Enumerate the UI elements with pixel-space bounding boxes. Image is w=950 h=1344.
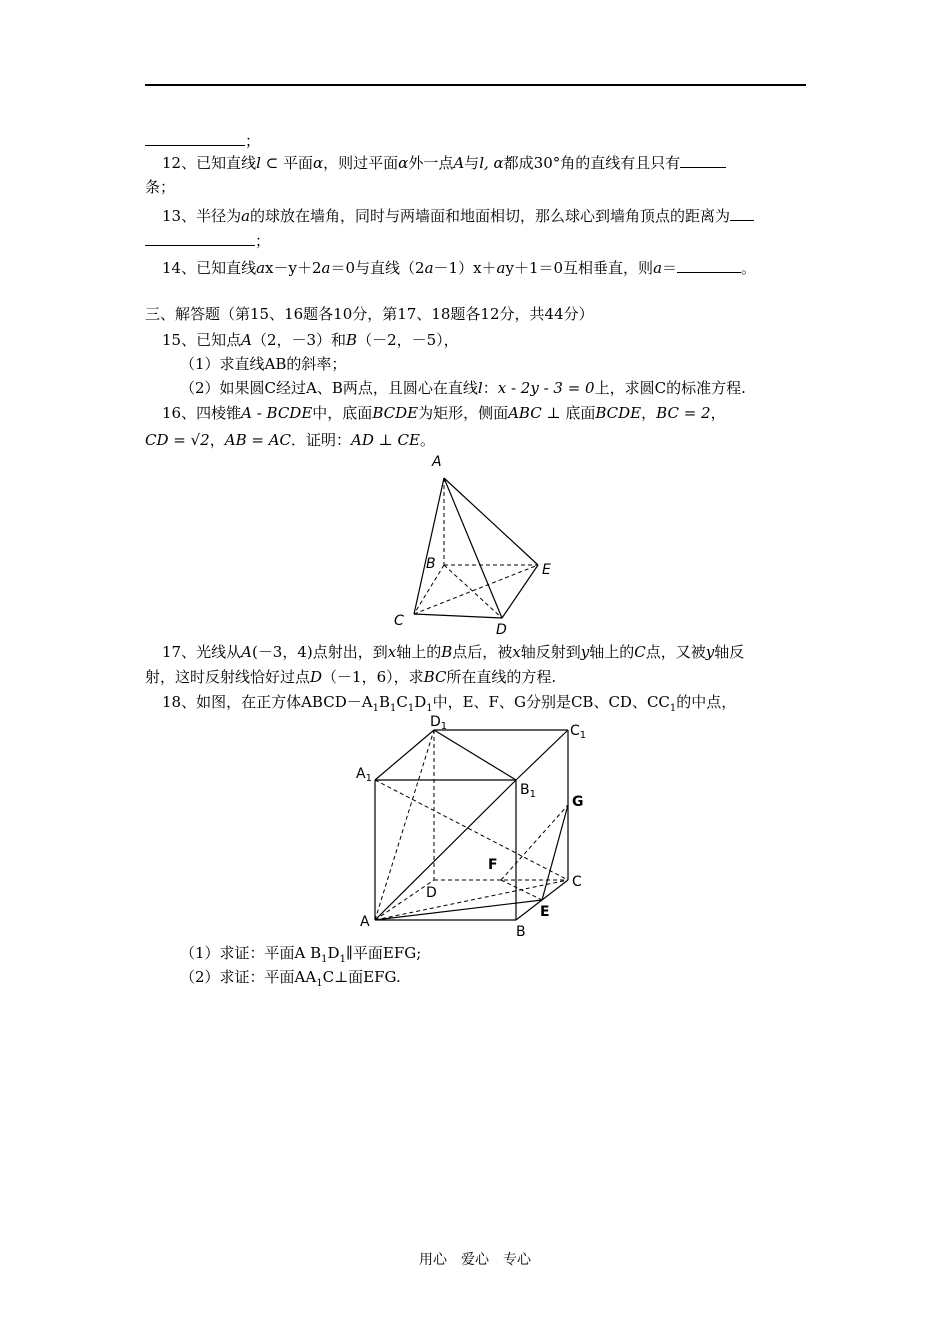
q17-BC: BC bbox=[423, 668, 447, 686]
q16-t9: 。 bbox=[419, 431, 435, 449]
q16-t6: ， bbox=[710, 404, 726, 422]
q15-p2l: l bbox=[477, 379, 483, 397]
edge-BC-hidden bbox=[414, 565, 444, 614]
label-B: B bbox=[516, 924, 526, 940]
q18-t4: D bbox=[414, 693, 427, 711]
q16-t4: ⊥ 底面 bbox=[541, 404, 596, 422]
q18-sub: 1 bbox=[321, 954, 328, 965]
q17-t7: 点，又被 bbox=[645, 643, 706, 661]
q15-p2eq: x - 2y - 3 = 0 bbox=[497, 379, 595, 397]
q12-suffix: 都成30°角的直线有且只有 bbox=[503, 154, 681, 172]
q17-t8: 轴反 bbox=[714, 643, 745, 661]
q14-a: a bbox=[256, 259, 266, 277]
pyramid-figure bbox=[380, 450, 570, 640]
q18-p2b: C⊥面EFG. bbox=[322, 968, 401, 986]
label-C1: $C_1$ bbox=[570, 723, 587, 741]
q12-l: l bbox=[256, 154, 261, 172]
q16-bc: BC = 2 bbox=[656, 404, 711, 422]
q16-t2: 中，底面 bbox=[312, 404, 373, 422]
q13-a: a bbox=[241, 207, 251, 225]
q14-t6: ＝ bbox=[662, 259, 678, 277]
page-footer: 用心 爱心 专心 bbox=[419, 1252, 531, 1268]
question-17 bbox=[162, 642, 744, 662]
q18-t2: B bbox=[378, 693, 390, 711]
question-16-line-2 bbox=[145, 430, 435, 450]
q17-t1: 17、光线从 bbox=[162, 643, 242, 661]
question-16 bbox=[162, 403, 726, 423]
q18-p1b: D bbox=[327, 944, 340, 962]
q15-t2: （2，－3）和 bbox=[251, 331, 347, 349]
label-E: E bbox=[542, 562, 551, 578]
q17-x2: x bbox=[512, 643, 521, 661]
q16-base2: BCDE bbox=[595, 404, 642, 422]
q13-text: 13、半径为 bbox=[162, 207, 242, 225]
q17-C: C bbox=[634, 643, 646, 661]
q17-t6: 轴上的 bbox=[589, 643, 635, 661]
q14-a: a bbox=[321, 259, 331, 277]
q15-t3: （－2，－5）， bbox=[357, 331, 459, 349]
edge-AC bbox=[414, 478, 444, 614]
question-12-tail bbox=[145, 177, 175, 197]
q18-sub: 1 bbox=[316, 978, 323, 989]
label-C: C bbox=[394, 613, 404, 629]
q12-la: l, α bbox=[479, 154, 504, 172]
q16-t8: ．证明： bbox=[291, 431, 352, 449]
q12-sub: ⊂ 平面 bbox=[260, 154, 314, 172]
label-F: F bbox=[488, 857, 498, 873]
question-18-part-2 bbox=[180, 967, 401, 994]
answer-blank bbox=[145, 131, 245, 146]
q17-l2a: 射，这时反射线恰好过点 bbox=[145, 668, 311, 686]
q18-t6: 的中点， bbox=[676, 693, 737, 711]
q18-sub: 1 bbox=[426, 703, 433, 714]
q17-y2: y bbox=[705, 643, 715, 661]
edge-CE-hidden bbox=[414, 565, 538, 614]
question-13 bbox=[162, 206, 754, 226]
q16-t7: ， bbox=[209, 431, 225, 449]
q16-base: BCDE bbox=[372, 404, 419, 422]
q14-t5: y＋1＝0互相垂直，则 bbox=[505, 259, 654, 277]
q12-alpha2: α bbox=[398, 154, 409, 172]
q13-tail: ； bbox=[255, 232, 271, 250]
q14-a: a bbox=[424, 259, 434, 277]
q16-t1: 16、四棱锥 bbox=[162, 404, 242, 422]
answer-blank bbox=[680, 153, 726, 168]
q16-t5: ， bbox=[641, 404, 657, 422]
q14-a: a bbox=[653, 259, 663, 277]
segment-FE-hidden bbox=[501, 880, 542, 900]
question-15 bbox=[162, 330, 459, 350]
cube-figure bbox=[350, 712, 600, 942]
edge-AE bbox=[444, 478, 538, 565]
q11-tail: ； bbox=[245, 132, 261, 150]
q14-t4: －1）x＋ bbox=[433, 259, 497, 277]
edge-DE bbox=[502, 565, 538, 618]
q17-A: A bbox=[241, 643, 252, 661]
q14-a: a bbox=[496, 259, 506, 277]
label-B1: $B_1$ bbox=[520, 782, 536, 800]
q12-alpha: α bbox=[313, 154, 324, 172]
label-G: G bbox=[572, 794, 584, 810]
q11-tail-line bbox=[145, 131, 260, 151]
label-A: A bbox=[360, 914, 370, 930]
q18-sub: 1 bbox=[407, 703, 415, 714]
q15-B: B bbox=[346, 331, 358, 349]
label-D1: $D_1$ bbox=[430, 714, 448, 732]
q15-t1: 15、已知点 bbox=[162, 331, 242, 349]
q16-t3: 为矩形，侧面 bbox=[418, 404, 509, 422]
segment-A1C-hidden bbox=[375, 780, 568, 880]
question-12 bbox=[162, 153, 726, 173]
section-3-text: 三、解答题（第15、16题各10分，第17、18题各12分，共44分） bbox=[145, 305, 594, 323]
q14-t3: ＝0与直线（2 bbox=[330, 259, 425, 277]
q18-t3: C bbox=[396, 693, 408, 711]
q17-B: B bbox=[441, 643, 453, 661]
question-15-part-2 bbox=[180, 378, 746, 398]
q14-t2: x－y＋2 bbox=[265, 259, 322, 277]
q15-p1: （1）求直线AB的斜率； bbox=[180, 355, 347, 373]
q17-D: D bbox=[310, 668, 323, 686]
q13-text2: 的球放在墙角，同时与两墙面和地面相切，那么球心到墙角顶点的距离为 bbox=[250, 207, 731, 225]
answer-blank bbox=[730, 206, 754, 221]
label-D: D bbox=[496, 622, 507, 638]
q18-p2a: （2）求证：平面AA bbox=[180, 968, 317, 986]
q18-p1a: （1）求证：平面A B bbox=[180, 944, 322, 962]
question-14 bbox=[162, 258, 756, 278]
edge-D1B1 bbox=[434, 730, 516, 780]
q16-pyr: A - BCDE bbox=[241, 404, 313, 422]
q17-x1: x bbox=[387, 643, 397, 661]
label-C: C bbox=[572, 874, 582, 890]
header-rule bbox=[145, 84, 806, 86]
segment-EG bbox=[542, 805, 568, 900]
label-E: E bbox=[540, 904, 550, 920]
answer-blank bbox=[145, 231, 255, 246]
question-18-part-1 bbox=[180, 943, 421, 970]
q17-t4: 点后，被 bbox=[452, 643, 513, 661]
q18-sub: 1 bbox=[669, 703, 677, 714]
edge-A1D1 bbox=[375, 730, 434, 780]
q17-y1: y bbox=[580, 643, 590, 661]
q18-p1c: ∥平面EFG; bbox=[345, 944, 422, 962]
label-A1: $A_1$ bbox=[356, 766, 372, 784]
label-A: A bbox=[432, 454, 442, 470]
q18-t5: 中，E、F、G分别是CB、CD、CC bbox=[432, 693, 670, 711]
q12-text: 12、已知直线 bbox=[162, 154, 257, 172]
q18-sub: 1 bbox=[389, 703, 397, 714]
q12-mid: ，则过平面 bbox=[323, 154, 399, 172]
q16-abc: ABC bbox=[508, 404, 542, 422]
q12-tail: 条； bbox=[145, 178, 176, 196]
edge-AD bbox=[444, 478, 502, 618]
edge-AB1 bbox=[375, 780, 516, 920]
q12-mid3: 与 bbox=[464, 154, 480, 172]
q17-t5: 轴反射到 bbox=[520, 643, 581, 661]
q12-A: A bbox=[453, 154, 465, 172]
question-13-tail bbox=[145, 231, 270, 251]
q12-mid2: 外一点 bbox=[408, 154, 454, 172]
question-17-line-2 bbox=[145, 667, 556, 687]
q15-p2a: （2）如果圆C经过A、B两点，且圆心在直线 bbox=[180, 379, 478, 397]
q15-p2c: 上，求圆C的标准方程. bbox=[594, 379, 746, 397]
section-3-heading bbox=[145, 304, 594, 324]
q17-l2c: 所在直线的方程. bbox=[446, 668, 557, 686]
q17-l2b: （－1，6），求 bbox=[322, 668, 424, 686]
q16-cd: CD = √2 bbox=[145, 431, 210, 449]
q18-sub: 1 bbox=[339, 954, 346, 965]
edge-CD bbox=[414, 614, 502, 618]
q14-tail: 。 bbox=[741, 259, 757, 277]
answer-blank bbox=[677, 258, 741, 273]
q16-adce: AD ⊥ CE bbox=[351, 431, 420, 449]
edge-BD-hidden bbox=[444, 565, 502, 618]
q15-A: A bbox=[241, 331, 252, 349]
label-D: D bbox=[426, 885, 437, 901]
q18-sub: 1 bbox=[372, 703, 379, 714]
q14-text: 14、已知直线 bbox=[162, 259, 257, 277]
q15-p2b: ： bbox=[482, 379, 498, 397]
question-15-part-1 bbox=[180, 354, 346, 374]
edge-B1C1 bbox=[516, 730, 568, 780]
q16-abac: AB = AC bbox=[224, 431, 292, 449]
q18-t1: 18、如图，在正方体ABCD－A bbox=[162, 693, 373, 711]
label-B: B bbox=[426, 556, 436, 572]
q17-t2: (－3，4)点射出，到 bbox=[251, 643, 388, 661]
q17-t3: 轴上的 bbox=[396, 643, 442, 661]
